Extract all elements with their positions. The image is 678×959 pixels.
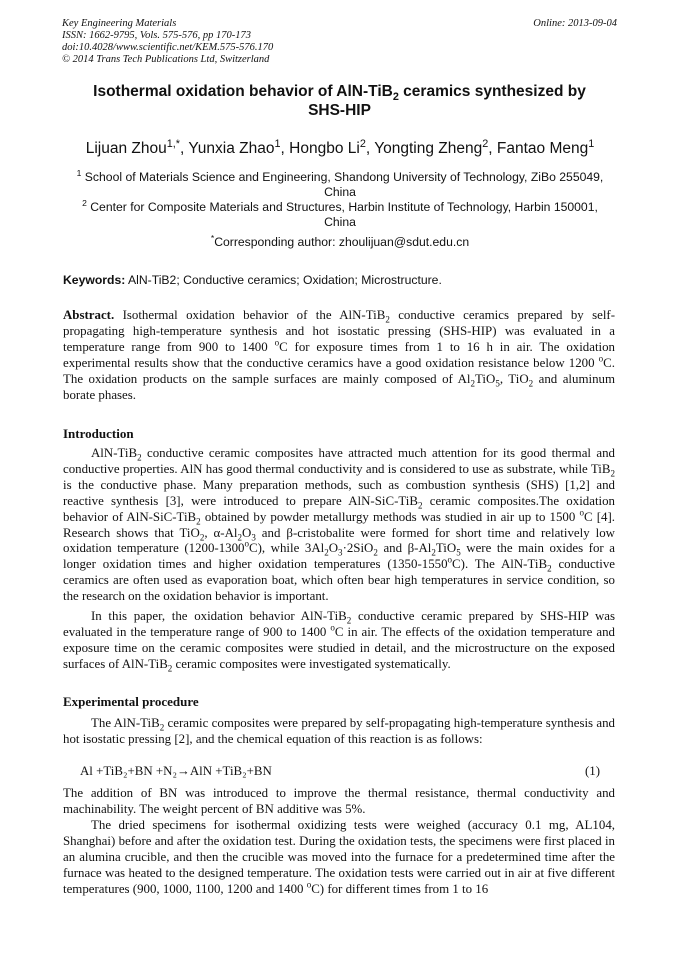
experimental-paragraph-2: The addition of BN was introduced to improve the thermal resistance, thermal conductivity and machinability. The weight percent of BN additive was 5%.: [63, 786, 615, 816]
author-sep: ,: [488, 140, 497, 157]
author-name: Yunxia Zhao: [188, 140, 275, 157]
author-name: Fantao Meng: [496, 140, 589, 157]
abstract: Abstract. Isothermal oxidation behavior of the AlN-TiB$_2$ conductive ceramics prepared by self-propagating high-temperature synthesis and hot isostatic pressing (SHS-HIP) was evaluated in a temperature range from 900 to 1400 $^o$C for exposure times from 1 to 16 h in air. The oxidation experimental results show that the conductive ceramics have a good oxidation resistance below 1200 $^o$C. The oxidation products on the sample surfaces are mainly composed of $Al_2TiO_5$, TiO$_2$ and aluminum borate phases.: [63, 308, 616, 402]
author-list: [40, 137, 640, 158]
online-date: Online: 2013-09-04: [533, 18, 617, 29]
affiliation-mark: 2: [82, 197, 87, 208]
author-mark: 2: [359, 137, 366, 150]
affiliation-mark: 1: [76, 167, 82, 178]
journal-name: Key Engineering Materials: [62, 18, 177, 29]
title-part-1: Isothermal oxidation behavior of AlN-TiB: [93, 83, 393, 100]
section-heading-experimental: Experimental procedure: [63, 694, 199, 709]
equation-text: Al +TiB₂+BN +N₂→AlN +TiB₂+BN: [80, 764, 272, 778]
chemical-equation: [80, 764, 600, 779]
author-mark: 1,*: [166, 137, 180, 150]
author-name: Yongting Zheng: [374, 140, 483, 157]
title-part-2: ceramics synthesized by: [398, 83, 586, 100]
keywords-label: Keywords:: [63, 273, 126, 287]
affiliation-text: Center for Composite Materials and Structures, Harbin Institute of Technology, Harbin 150001,: [86, 200, 598, 214]
keywords-text: AlN-TiB2; Conductive ceramics; Oxidation; Microstructure.: [125, 273, 442, 287]
corresponding-author: [60, 232, 620, 249]
corresponding-text: Corresponding author: zhoulijuan@sdut.edu.cn: [214, 235, 470, 249]
section-heading-introduction: Introduction: [63, 426, 134, 441]
title-line-2: SHS-HIP: [308, 102, 371, 119]
author-name: Lijuan Zhou: [85, 140, 167, 157]
copyright-line: © 2014 Trans Tech Publications Ltd, Switzerland: [62, 54, 270, 65]
journal-header: [62, 18, 617, 66]
author-sep: ,: [280, 140, 290, 157]
equation-number: (1): [584, 764, 600, 778]
affiliation-1: [60, 167, 620, 200]
paper-title: [62, 82, 617, 120]
issn-line: ISSN: 1662-9795, Vols. 575-576, pp 170-173: [62, 30, 251, 41]
author-sep: ,: [179, 140, 189, 157]
author-mark: 1: [274, 137, 281, 150]
title-subscript: 2: [392, 91, 399, 104]
keywords: [63, 273, 618, 287]
experimental-paragraph-3: The dried specimens for isothermal oxidizing tests were weighed (accuracy 0.1 mg, AL104, Shanghai) before and after the oxidation test. During the oxidation tests, the specimens were first placed in an alumina crucible, and then the crucible was moved into the furnace for a predetermined time after the furnace was heated to the designed temperature. The oxidation tests were carried out in air at five different temperatures (900, 1000, 1100, 1200 and 1400 $^o$C) for different times from 1 to 16: [63, 818, 615, 896]
introduction-paragraph-2: In this paper, the oxidation behavior AlN-TiB$_2$ conductive ceramic prepared by SHS-HIP was evaluated in the temperature range of 900 to 1400 $^o$C in air. The effects of the oxidation temperature and exposure time on the ceramic composites were studied in detail, and the microstructure on the exposed surfaces of AlN-TiB$_2$ ceramic composites were investigated systematically.: [63, 609, 615, 674]
author-sep: ,: [365, 140, 375, 157]
experimental-paragraph-1: The AlN-TiB$_2$ ceramic composites were prepared by self-propagating high-temperature synthesis and hot isostatic pressing [2], and the chemical equation of this reaction is as follows:: [63, 716, 615, 746]
affiliation-country: China: [324, 185, 356, 199]
author-name: Hongbo Li: [289, 140, 360, 157]
affiliation-country: China: [324, 215, 356, 229]
author-mark: 1: [588, 137, 595, 150]
affiliation-text: School of Materials Science and Engineering, Shandong University of Technology, ZiBo 255049,: [81, 170, 604, 184]
affiliation-2: [60, 197, 620, 230]
author-mark: 2: [482, 137, 489, 150]
doi-line: doi:10.4028/www.scientific.net/KEM.575-576.170: [62, 42, 274, 53]
corresponding-mark: *: [210, 232, 215, 243]
introduction-paragraph-1: AlN-TiB$_2$ conductive ceramic composites have attracted much attention for its good thermal and conductive properties. AlN has good thermal conductivity and is considered to use as substrate, while TiB$_2$ is the conductive phase. Many preparation methods, such as combustion synthesis (SHS) [1,2] and reactive synthesis [3], were introduced to prepare AlN-SiC-TiB$_2$ ceramic composites.The oxidation behavior of AlN-SiC-TiB$_2$ obtained by powder metallurgy methods was studied in air up to 1500 $^o$C [4]. Research shows that TiO$_2$, $\alpha-Al_2O_3$ and β-cristobalite were formed for short time and relatively low oxidation temperature (1200-1300$^o$C), while $3Al_2O_3\cdot 2SiO_2$ and $\beta-Al_2TiO_5$ were the main oxides for a longer oxidation times and higher oxidation temperatures (1350-1550$^o$C). The AlN-TiB$_2$ conductive ceramics are often used as evaporation boat, which often bear high temperatures in service condition, so the research on the oxidation behavior is important.: [63, 446, 616, 604]
